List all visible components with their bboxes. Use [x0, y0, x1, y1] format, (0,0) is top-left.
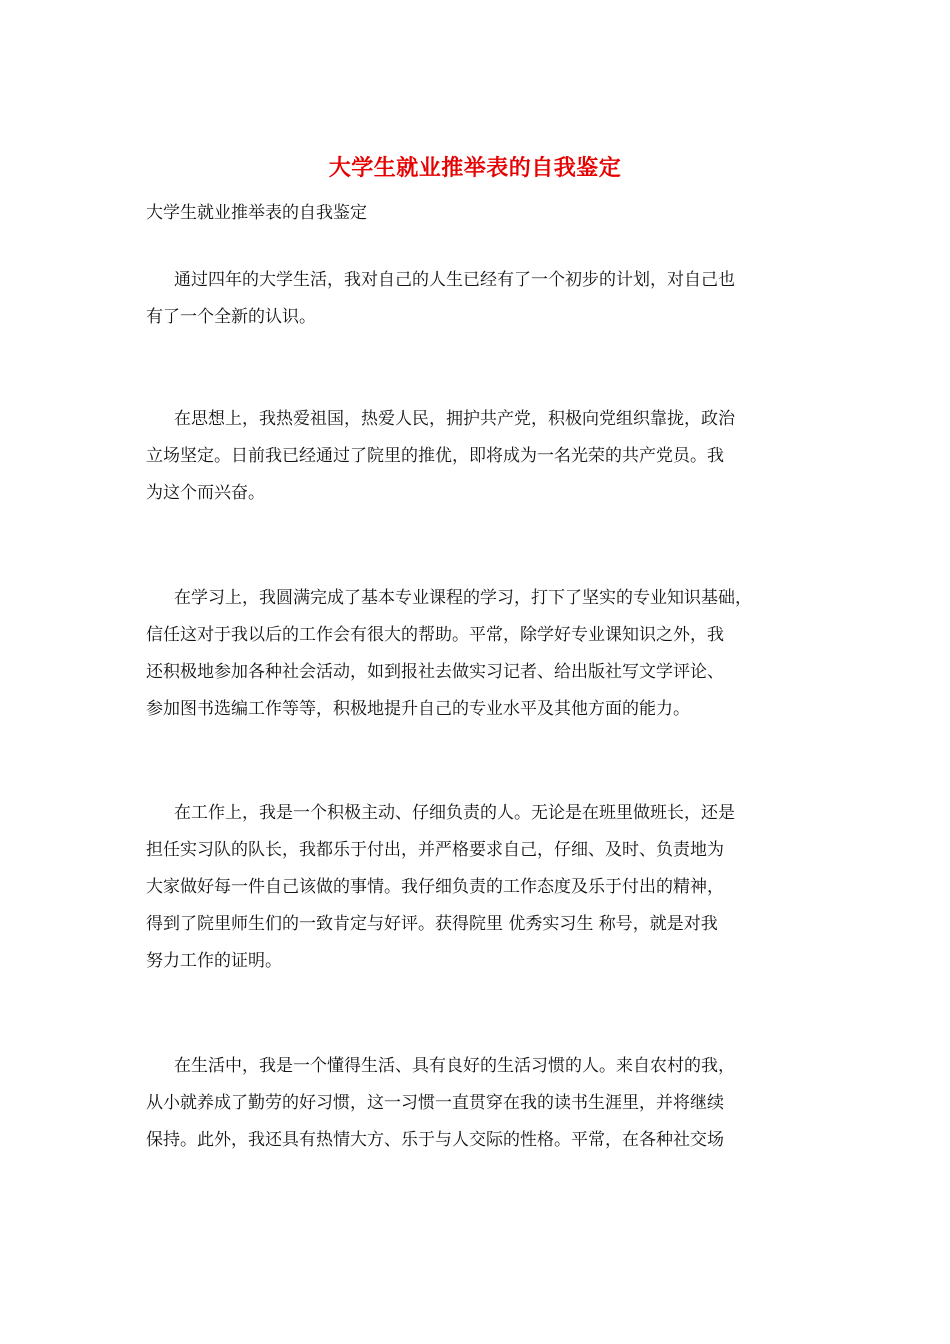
- paragraph-ideology: [146, 401, 814, 512]
- paragraph-study: [146, 580, 814, 728]
- paragraph-line: 保持。此外，我还具有热情大方、乐于与人交际的性格。平常，在各种社交场: [146, 1130, 724, 1150]
- paragraph-line: 立场坚定。日前我已经通过了院里的推优，即将成为一名光荣的共产党员。我: [146, 446, 724, 466]
- paragraph-line: 为这个而兴奋。: [146, 483, 265, 503]
- paragraph-line: 在思想上，我热爱祖国，热爱人民，拥护共产党，积极向党组织靠拢，政治: [174, 409, 735, 429]
- document-subtitle: 大学生就业推举表的自我鉴定: [146, 203, 367, 223]
- paragraph-line: 大家做好每一件自己该做的事情。我仔细负责的工作态度及乐于付出的精神，: [146, 877, 724, 897]
- paragraph-work: [146, 795, 814, 980]
- paragraph-intro: [146, 262, 814, 336]
- paragraph-line: 通过四年的大学生活，我对自己的人生已经有了一个初步的计划，对自己也: [174, 270, 735, 290]
- paragraph-life: [146, 1048, 814, 1159]
- paragraph-line: 担任实习队的队长，我都乐于付出，并严格要求自己，仔细、及时、负责地为: [146, 840, 724, 860]
- paragraph-line: 还积极地参加各种社会活动，如到报社去做实习记者、给出版社写文学评论、: [146, 662, 724, 682]
- paragraph-line: 在生活中，我是一个懂得生活、具有良好的生活习惯的人。来自农村的我，: [174, 1056, 735, 1076]
- paragraph-line: 在工作上，我是一个积极主动、仔细负责的人。无论是在班里做班长，还是: [174, 803, 735, 823]
- document-title: 大学生就业推举表的自我鉴定: [328, 155, 622, 181]
- paragraph-line: 从小就养成了勤劳的好习惯，这一习惯一直贯穿在我的读书生涯里，并将继续: [146, 1093, 724, 1113]
- paragraph-line: 努力工作的证明。: [146, 951, 282, 971]
- paragraph-line: 参加图书选编工作等等，积极地提升自己的专业水平及其他方面的能力。: [146, 699, 690, 719]
- paragraph-line: 有了一个全新的认识。: [146, 307, 316, 327]
- paragraph-line: 得到了院里师生们的一致肯定与好评。获得院里 优秀实习生 称号，就是对我: [146, 914, 718, 934]
- paragraph-line: 在学习上，我圆满完成了基本专业课程的学习，打下了坚实的专业知识基础，: [174, 588, 752, 608]
- paragraph-line: 信任这对于我以后的工作会有很大的帮助。平常，除学好专业课知识之外，我: [146, 625, 724, 645]
